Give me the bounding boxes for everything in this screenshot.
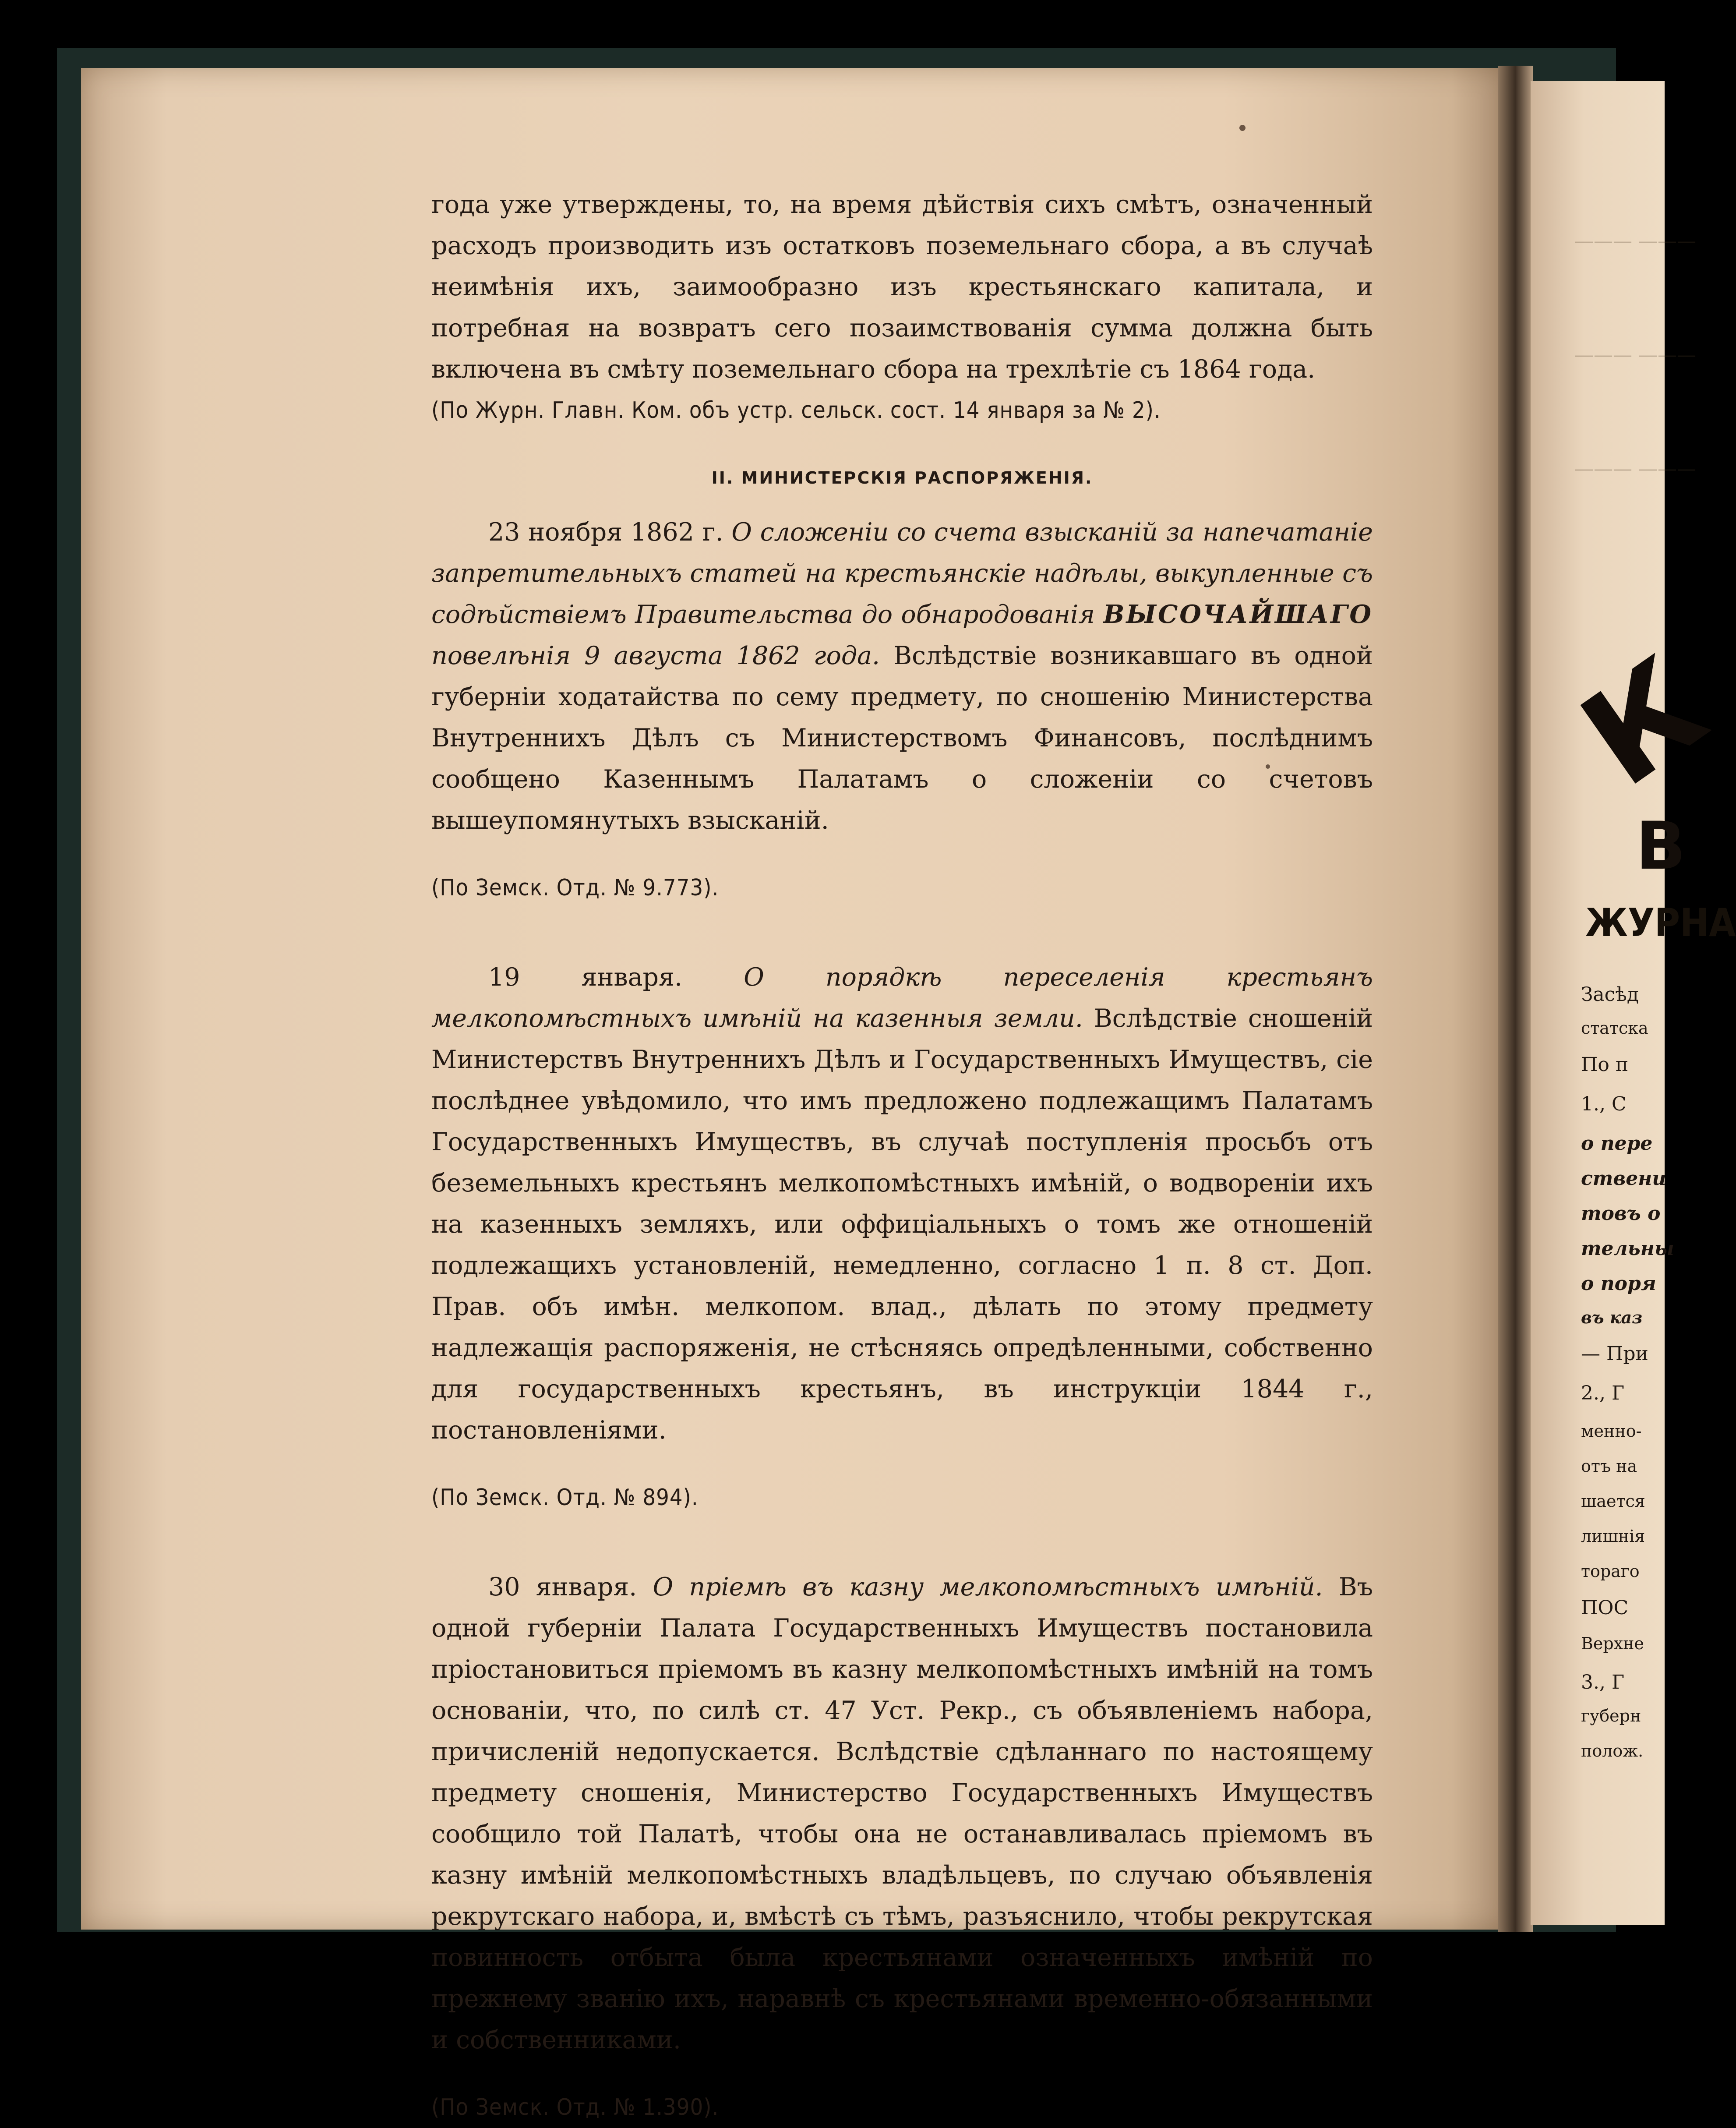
main-text-column xyxy=(431,184,1373,2128)
facing-line: тораго xyxy=(1581,1562,1640,1581)
entry-title: О сложеніи со счета взысканій за напечатаніе запретительныхъ статей на крестьянскіе надѣлы, выкупленные съ содѣйствіемъ Правительства до обнародованія xyxy=(431,518,1373,629)
bleed-through-text: ——— ——— xyxy=(1574,458,1696,480)
facing-line: ПОС xyxy=(1581,1597,1629,1619)
facing-line: губерн xyxy=(1581,1706,1641,1725)
source-reference: (По Журн. Главн. Ком. объ устр. сельск. сост. 14 января за № 2). xyxy=(431,397,1161,424)
entry-title-end: повелѣнія 9 августа 1862 года. xyxy=(431,641,880,670)
facing-line: 3., Г xyxy=(1581,1671,1625,1693)
entry-body: Вслѣдствіе сношеній Министерствъ Внутреннихъ Дѣлъ и Государственныхъ Имуществъ, сіе послѣднее увѣдомило, что имъ предложено подлежащимъ Палатамъ Государственныхъ Имуществъ, въ случаѣ поступленія просьбъ отъ беземельныхъ крестьянъ мелкопомѣстныхъ имѣній, о водвореніи ихъ на казенныхъ земляхъ, или оффиціальныхъ о томъ же отношеній подлежащихъ установленій, немедленно, согласно 1 п. 8 ст. Доп. Прав. объ имѣн. мелкопом. влад., дѣлать по этому предмету надлежащія распоряженія, не стѣсняясь опредѣленными, собственно для государственныхъ крестьянъ, въ инструкціи 1844 г., постановленіями. xyxy=(431,1004,1373,1445)
facing-line: Засѣд xyxy=(1581,983,1639,1006)
entry-date: 19 января. xyxy=(488,963,683,992)
bleed-through-text: ——— ——— xyxy=(1574,230,1696,252)
spacer xyxy=(431,1451,1373,1477)
title-second-letter: В xyxy=(1636,808,1686,884)
paper-spot xyxy=(1239,125,1246,131)
facing-line: — При xyxy=(1581,1343,1648,1365)
journal-header-fragment: ЖУРНА xyxy=(1585,900,1736,945)
entry-title: О пріемѣ въ казну мелкопомѣстныхъ имѣній. xyxy=(653,1573,1323,1601)
facing-line: товъ о xyxy=(1581,1202,1661,1225)
facing-line: въ каз xyxy=(1581,1308,1643,1327)
section-heading: II. МИНИСТЕРСКІЯ РАСПОРЯЖЕНІЯ. xyxy=(711,468,1093,488)
title-big-letter: К xyxy=(1556,629,1732,816)
facing-line: тельны xyxy=(1581,1237,1674,1260)
spacer xyxy=(431,908,1373,957)
entry-title-caps: ВЫСОЧАЙШАГО xyxy=(1103,600,1373,629)
facing-line: 1., С xyxy=(1581,1093,1627,1115)
entry-body: Въ одной губерніи Палата Государственныхъ Имуществъ постановила пріостановиться пріемомъ въ казну мелкопомѣстныхъ имѣній на томъ основаніи, что, по силѣ ст. 47 Уст. Рекр., съ объявленіемъ набора, причисленій недопускается. Вслѣдствіе сдѣланнаго по настоящему предмету сношенія, Министерство Государственныхъ Имуществъ сообщило той Палатѣ, чтобы она не останавливалась пріемомъ въ казну имѣній мелкопомѣстныхъ владѣльцевъ, по случаю объявленія рекрутскаго набора, и, вмѣстѣ съ тѣмъ, разъяснило, чтобы рекрутская повинность отбыта была крестьянами означенныхъ имѣній по прежнему званію ихъ, наравнѣ съ крестьянами временно-обязанными и собственниками. xyxy=(431,1573,1373,2054)
entry-paragraph xyxy=(431,1566,1373,2061)
paragraph-continuation: года уже утверждены, то, на время дѣйствія сихъ смѣтъ, означенный расходъ производить изъ остатковъ поземельнаго сбора, а въ случаѣ неимѣнія ихъ, заимообразно изъ крестьянскаго капитала, и потребная на возвратъ сего позаимствованія сумма должна быть включена въ смѣту поземельнаго сбора на трехлѣтіе съ 1864 года. xyxy=(431,190,1373,384)
entry-paragraph xyxy=(431,957,1373,1451)
facing-line: полож. xyxy=(1581,1741,1644,1760)
entry-paragraph xyxy=(431,512,1373,841)
facing-line: отъ на xyxy=(1581,1456,1637,1476)
spacer xyxy=(431,2061,1373,2087)
entry-title: О порядкѣ переселенія крестьянъ мелкопомѣстныхъ имѣній на казенныя земли. xyxy=(431,963,1373,1033)
facing-line: 2., Г xyxy=(1581,1382,1625,1404)
facing-line: По п xyxy=(1581,1053,1629,1076)
facing-line: ствени xyxy=(1581,1167,1666,1190)
entry-date: 30 января. xyxy=(488,1573,637,1601)
entry-date: 23 ноября 1862 г. xyxy=(488,518,723,547)
facing-line: лишнія xyxy=(1581,1527,1645,1546)
facing-line: о поря xyxy=(1581,1273,1656,1295)
source-reference: (По Земск. Отд. № 1.390). xyxy=(431,2094,719,2121)
book-gutter xyxy=(1498,66,1533,1932)
facing-line: о пере xyxy=(1581,1132,1653,1155)
spacer xyxy=(431,841,1373,867)
facing-line: менно- xyxy=(1581,1421,1642,1441)
bleed-through-text: ——— ——— xyxy=(1574,344,1696,366)
facing-line: Верхне xyxy=(1581,1634,1644,1653)
facing-page xyxy=(1531,81,1736,1925)
source-reference: (По Земск. Отд. № 9.773). xyxy=(431,875,719,901)
spacer xyxy=(431,1518,1373,1566)
source-reference: (По Земск. Отд. № 894). xyxy=(431,1485,699,1511)
facing-line: статска xyxy=(1581,1018,1648,1038)
facing-line: шается xyxy=(1581,1492,1645,1511)
entry-body: Вслѣдствіе возникавшаго въ одной губерніи ходатайства по сему предмету, по сношенію Министерства Внутреннихъ Дѣлъ съ Министерствомъ Финансовъ, послѣднимъ сообщено Казеннымъ Палатамъ о сложеніи со счетовъ вышеупомянутыхъ взысканій. xyxy=(431,641,1373,835)
